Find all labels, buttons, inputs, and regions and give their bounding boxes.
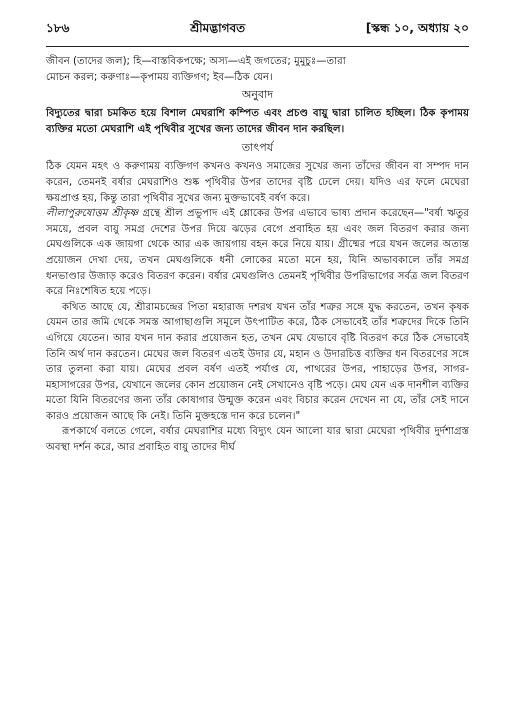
synonyms-block — [46, 54, 469, 85]
purport-paragraph-2 — [46, 206, 469, 300]
page-header — [46, 20, 469, 40]
purport-paragraph-3: কথিত আছে যে, শ্রীরামচন্দ্রের পিতা মহারাজ দশরথ যখন তাঁর শত্রুর সঙ্গে যুদ্ধ করতেন, তখন কৃষক যেমন তার জমি থেকে সমস্ত আগাছাগুলি সমূলে উৎপাটিত করে, ঠিক সেভাবেই তাঁর শত্রুদের দিকে তিনি এগিয়ে যেতেন। আর যখন দান করার প্রয়োজন হত, তখন মেঘ যেভাবে বৃষ্টি বিতরণ করে ঠিক সেভাবেই তিনি অর্থ দান করতেন। মেঘের জল বিতরণ এতই উদার যে, মহান ও উদারচিত্ত ব্যক্তির ধন বিতরণের সঙ্গে তার তুলনা করা যায়। মেঘের প্রবল বর্ষণ এতই পর্যাপ্ত যে, পাথরের উপর, পাহাড়ের উপর, সাগর-মহাসাগরের উপর, যেখানে জলের কোন প্রয়োজন নেই সেখানেও বৃষ্টি পড়ে। মেঘ যেন এক দানশীল ব্যক্তির মতো যিনি বিতরণের জন্য তাঁর কোষাগার উন্মুক্ত করেন এবং বিচার করেন দেখেন না যে, তাঁর সেই দানে কারও প্রয়োজন আছে কি নেই। তিনি মুক্তহস্তে দান করে চলেন।" — [46, 301, 469, 422]
purport-paragraph-2-text: গ্রন্থে শ্রীল প্রভুপাদ এই শ্লোকের উপর এভাবে ভাষ্য প্রদান করেছেন—"বর্ষা ঋতুর সময়ে, প্রবল বায়ু সমগ্র দেশের উপর দিয়ে ঝড়ের বেগে প্রবাহিত হয় এবং জল বিতরণ করার জন্য মেঘগুলিকে এক জায়গা থেকে আর এক জায়গায় বহন করে নিয়ে যায়। গ্রীষ্মের পরে যখন জলের অত্যন্ত প্রয়োজন দেখা দেয়, তখন মেঘগুলিকে ধনী লোকের মতো মনে হয়, যিনি অভাবকালে তাঁর সমগ্র ধনভাণ্ডার উজাড় করেও বিতরণ করেন। বর্ষার মেঘগুলিও তেমনই পৃথিবীর উপরিভাগের সর্বত্র জল বিতরণ করে নিঃশেষিত হয়ে পড়ে। — [46, 208, 469, 298]
book-reference-italic: লীলাপুরুষোত্তম শ্রীকৃষ্ণ — [46, 208, 139, 220]
book-title: শ্রীমদ্ভাগবত — [190, 21, 246, 35]
header-divider — [46, 46, 469, 47]
translation-text: বিদ্যুতের দ্বারা চমকিত হয়ে বিশাল মেঘরাশি কম্পিত এবং প্রচণ্ড বায়ু দ্বারা চালিত হচ্ছিল। ঠিক কৃপাময় ব্যক্তির মতো মেঘরাশি এই পৃথিবীর সুখের জন্য তাদের জীবন দান করছিল। — [46, 108, 469, 135]
page-number: ১৮৬ — [46, 21, 70, 35]
purport-paragraph-1: ঠিক যেমন মহৎ ও করুণাময় ব্যক্তিগণ কখনও কখনও সমাজের সুখের জন্য তাঁদের জীবন বা সম্পদ দান করেন, তেমনই বর্ষার মেঘরাশিও শুষ্ক পৃথিবীর উপর তাদের বৃষ্টি ঢেলে দেয়। যদিও এর ফলে মেঘেরা ক্ষয়প্রাপ্ত হয়, কিন্তু তারা পৃথিবীর সুখের জন্য মুক্তভাবেই বর্ষণ করে। — [46, 161, 469, 204]
purport-heading: তাৎপর্য — [241, 141, 274, 155]
purport-body — [46, 159, 469, 455]
synonyms-line-2: মোচন করল; করুণাঃ—কৃপাময় ব্যক্তিগণ; ইব—ঠিক যেন। — [46, 71, 273, 83]
chapter-reference: [স্কন্ধ ১০, অধ্যায় ২০ — [365, 21, 469, 35]
synonyms-line-1: জীবন (তাদের জল); হি—বাস্তবিকপক্ষে; অস্য—এই জগতের; মুমুচুঃ—তারা — [46, 56, 346, 67]
purport-paragraph-4: রূপকার্থে বলতে গেলে, বর্ষার মেঘরাশির মধ্যে বিদ্যুৎ যেন আলো যার দ্বারা মেঘেরা পৃথিবীর দুর্দশাগ্রস্ত অবস্থা দর্শন করে, আর প্রবাহিত বায়ু তাদের দীর্ঘ — [46, 426, 469, 454]
translation-heading: অনুবাদ — [241, 88, 274, 102]
